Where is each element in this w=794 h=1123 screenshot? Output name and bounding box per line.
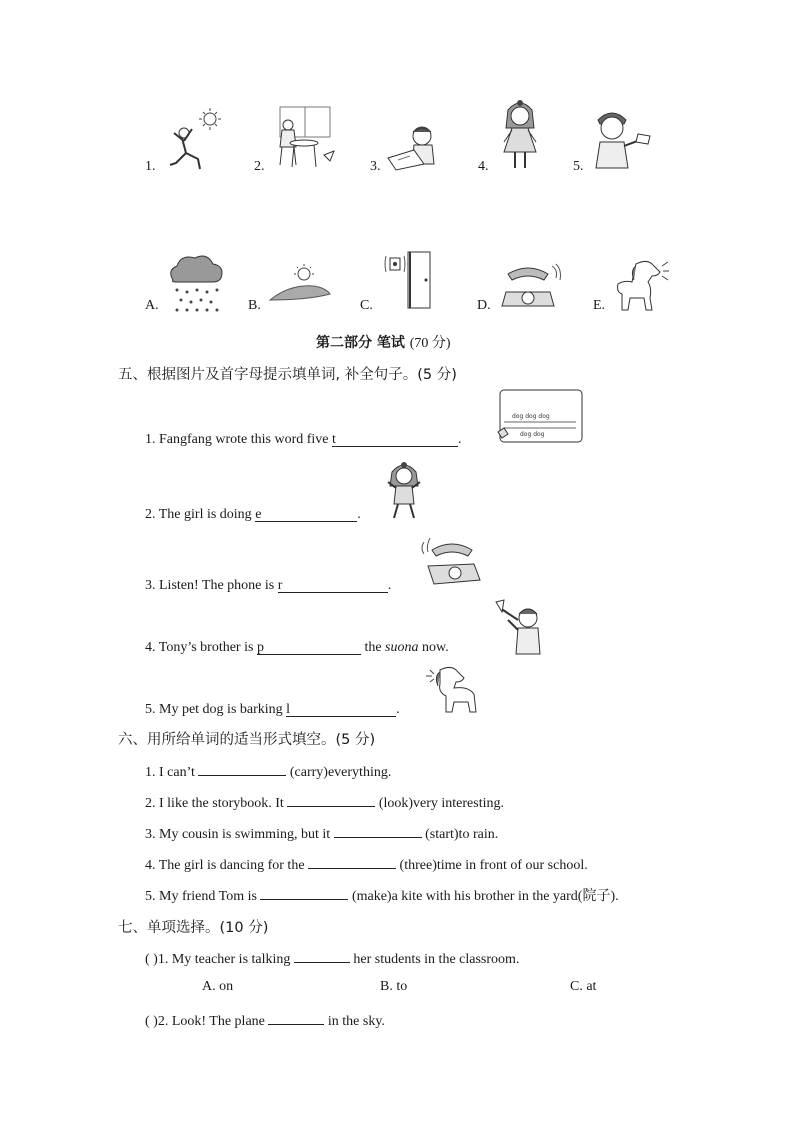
- part-two-title: [316, 332, 451, 352]
- section5-item-5: [145, 702, 400, 718]
- item-end: (carry)everything.: [286, 765, 392, 780]
- section6-item-1: [145, 761, 391, 781]
- girl-exercising-icon: [384, 460, 424, 520]
- picture-label-2: 2.: [254, 159, 265, 174]
- item-text-mid: the: [360, 640, 386, 655]
- answer-blank-6-2[interactable]: [287, 792, 375, 807]
- section7-question-2: [145, 1010, 385, 1030]
- section7-question-1: [145, 948, 519, 968]
- question-blank: [268, 1010, 324, 1025]
- section5-item-3: [145, 578, 391, 594]
- barking-dog-icon: [612, 258, 670, 312]
- answer-blank-2[interactable]: [255, 507, 357, 522]
- rain-cloud-icon: [165, 254, 227, 314]
- section7-heading: 七、单项选择。(10 分): [118, 920, 269, 936]
- option-c[interactable]: C. at: [570, 979, 597, 994]
- item-italic-word: suona: [385, 640, 419, 655]
- door-bell-icon: [382, 250, 434, 312]
- section5-item-4: [145, 640, 449, 656]
- ringing-telephone-icon: [500, 262, 562, 310]
- section6-item-5: [145, 885, 619, 905]
- item-text: 3. My cousin is swimming, but it: [145, 827, 334, 842]
- item-text: 5. My friend Tom is: [145, 889, 261, 904]
- item-text: 5. My pet dog is barking: [145, 702, 287, 717]
- answer-blank-6-4[interactable]: [308, 854, 396, 869]
- answer-blank-5[interactable]: [286, 702, 396, 717]
- picture-label-A: A.: [145, 298, 159, 313]
- item-end: .: [357, 507, 361, 522]
- boy-playing-suona-icon: [494, 598, 546, 656]
- option-a[interactable]: A. on: [202, 979, 234, 994]
- item-text: 4. The girl is dancing for the: [145, 858, 309, 873]
- option-b[interactable]: B. to: [380, 979, 408, 994]
- section6-item-3: [145, 823, 498, 843]
- picture-label-D: D.: [477, 298, 491, 313]
- ringing-telephone-icon: [418, 536, 486, 586]
- section5-heading: 五、根据图片及首字母提示填单词, 补全句子。(5 分): [118, 367, 457, 383]
- section5-item-1: [145, 432, 462, 448]
- item-end: now.: [418, 640, 449, 655]
- answer-parentheses[interactable]: ( ): [145, 1014, 158, 1029]
- picture-label-1: 1.: [145, 159, 156, 174]
- picture-label-3: 3.: [370, 159, 381, 174]
- sunrise-hill-icon: [268, 264, 332, 304]
- picture-label-E: E.: [593, 298, 606, 313]
- part-two-title-text: 第二部分 笔试: [316, 335, 405, 351]
- barking-dog-icon: [424, 662, 484, 716]
- answer-parentheses[interactable]: ( ): [145, 952, 158, 967]
- picture-label-B: B.: [248, 298, 261, 313]
- picture-label-C: C.: [360, 298, 373, 313]
- notebook-line-1: dog dog dog: [512, 413, 550, 420]
- notebook-icon: [496, 388, 584, 444]
- item-end: (look)very interesting.: [375, 796, 504, 811]
- section6-item-2: [145, 792, 504, 812]
- girl-standing-icon: [498, 98, 544, 172]
- answer-blank-6-1[interactable]: [198, 761, 286, 776]
- first-letter-hint: p: [256, 640, 264, 655]
- girl-sitting-table-icon: [268, 105, 338, 171]
- question-text-end: in the sky.: [324, 1014, 385, 1029]
- item-end: .: [396, 702, 400, 717]
- item-text: 1. I can’t: [145, 765, 199, 780]
- item-end: (make)a kite with his brother in the yard(院子).: [348, 889, 619, 904]
- section6-heading: 六、用所给单词的适当形式填空。(5 分): [118, 732, 376, 748]
- item-text: 1. Fangfang wrote this word five: [145, 432, 333, 447]
- item-end: (three)time in front of our school.: [396, 858, 588, 873]
- first-letter-hint: e: [255, 507, 262, 522]
- item-text: 3. Listen! The phone is: [145, 578, 278, 593]
- first-letter-hint: l: [286, 702, 291, 717]
- picture-label-5: 5.: [573, 159, 584, 174]
- answer-blank-3[interactable]: [278, 578, 388, 593]
- question-text: 2. Look! The plane: [157, 1014, 269, 1029]
- answer-blank-1[interactable]: [332, 432, 458, 447]
- question-blank: [294, 948, 350, 963]
- question-text: 1. My teacher is talking: [157, 952, 294, 967]
- question-text-end: her students in the classroom.: [349, 952, 520, 967]
- item-end: .: [458, 432, 462, 447]
- picture-label-4: 4.: [478, 159, 489, 174]
- section5-item-2: [145, 507, 361, 523]
- answer-blank-6-5[interactable]: [260, 885, 348, 900]
- notebook-line-2: dog dog: [520, 431, 545, 438]
- boy-holding-phone-icon: [590, 108, 656, 170]
- part-two-score: (70 分): [409, 336, 451, 351]
- item-text: 4. Tony’s brother is: [145, 640, 257, 655]
- boy-drawing-icon: [384, 118, 444, 174]
- item-text: 2. I like the storybook. It: [145, 796, 288, 811]
- first-letter-hint: t: [332, 432, 336, 447]
- boy-exercising-sun-icon: [162, 107, 222, 173]
- item-end: (start)to rain.: [421, 827, 499, 842]
- first-letter-hint: r: [277, 578, 283, 593]
- section6-item-4: [145, 854, 588, 874]
- item-text: 2. The girl is doing: [145, 507, 256, 522]
- answer-blank-4[interactable]: [257, 640, 361, 655]
- answer-blank-6-3[interactable]: [334, 823, 422, 838]
- item-end: .: [387, 578, 392, 593]
